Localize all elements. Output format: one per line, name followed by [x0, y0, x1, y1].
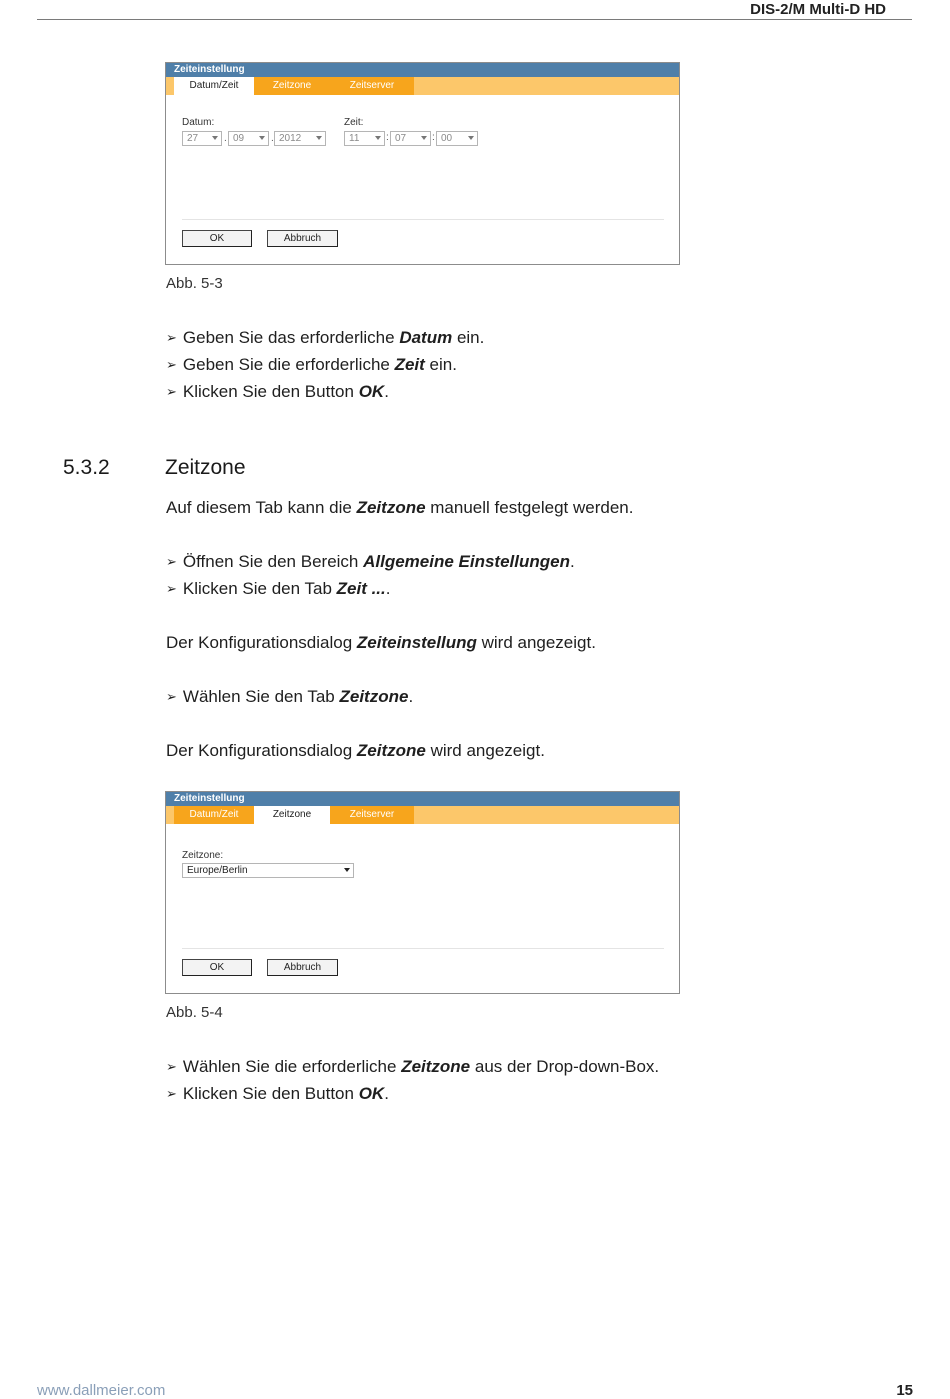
instruction-step [166, 328, 484, 348]
arrow-bullet-icon: ➢ [166, 581, 177, 596]
year-select[interactable] [274, 131, 326, 146]
arrow-bullet-icon: ➢ [166, 1086, 177, 1101]
step-emphasis: Allgemeine Einstellungen [363, 552, 570, 571]
timezone-value: Europe/Berlin [187, 865, 248, 876]
instruction-step [166, 355, 457, 375]
dialog-tab-bar [166, 806, 679, 824]
paragraph-emphasis: Zeitzone [356, 741, 426, 760]
date-separator: . [224, 133, 227, 144]
chevron-down-icon [468, 136, 474, 140]
arrow-bullet-icon: ➢ [166, 384, 177, 399]
tab-datum-zeit[interactable]: Datum/Zeit [174, 77, 254, 95]
dialog-tab-bar [166, 77, 679, 95]
chevron-down-icon [421, 136, 427, 140]
month-select[interactable] [228, 131, 269, 146]
chevron-down-icon [316, 136, 322, 140]
step-text: . [384, 1084, 389, 1103]
dialog-title: Zeiteinstellung [166, 63, 679, 77]
timezone-select[interactable] [182, 863, 354, 878]
chevron-down-icon [212, 136, 218, 140]
tab-zeitserver[interactable]: Zeitserver [330, 806, 414, 824]
step-text: Geben Sie das erforderliche [182, 328, 400, 347]
arrow-bullet-icon: ➢ [166, 330, 177, 345]
dialog-date-time [165, 62, 680, 265]
figure-caption: Abb. 5-4 [166, 1004, 223, 1021]
step-text: . [384, 382, 389, 401]
step-text: ein. [424, 355, 457, 374]
chevron-down-icon [259, 136, 265, 140]
button-divider [182, 948, 664, 949]
step-text: aus der Drop-down-Box. [470, 1057, 660, 1076]
ok-button[interactable]: OK [182, 230, 252, 247]
arrow-bullet-icon: ➢ [166, 554, 177, 569]
day-select[interactable] [182, 131, 222, 146]
step-emphasis: Datum [399, 328, 453, 347]
result-paragraph [166, 741, 545, 761]
step-text: Wählen Sie den Tab [182, 687, 340, 706]
document-title: DIS-2/M Multi-D HD [750, 1, 886, 18]
hour-select[interactable] [344, 131, 385, 146]
step-emphasis: Zeitzone [401, 1057, 471, 1076]
step-emphasis: Zeit ... [336, 579, 386, 598]
arrow-bullet-icon: ➢ [166, 1059, 177, 1074]
time-separator: : [432, 132, 435, 143]
year-value: 2012 [279, 133, 302, 144]
step-text: Wählen Sie die erforderliche [182, 1057, 402, 1076]
section-title: Zeitzone [165, 456, 246, 479]
result-paragraph [166, 633, 596, 653]
instruction-step [166, 579, 391, 599]
second-select[interactable] [436, 131, 478, 146]
paragraph-text: wird angezeigt. [476, 633, 596, 652]
step-text: . [385, 579, 391, 598]
tab-zeitserver[interactable]: Zeitserver [330, 77, 414, 95]
intro-paragraph [166, 498, 633, 518]
month-value: 09 [233, 133, 245, 144]
cancel-button[interactable]: Abbruch [267, 959, 338, 976]
minute-select[interactable] [390, 131, 431, 146]
hour-value: 11 [349, 133, 360, 144]
paragraph-emphasis: Zeiteinstellung [356, 633, 477, 652]
chevron-down-icon [375, 136, 381, 140]
footer-website-link[interactable]: www.dallmeier.com [37, 1382, 166, 1399]
step-text: Klicken Sie den Tab [182, 579, 337, 598]
second-value: 00 [441, 133, 453, 144]
step-emphasis: OK [358, 1084, 385, 1103]
date-separator: . [271, 133, 274, 144]
instruction-step [166, 1084, 389, 1104]
instruction-step [166, 552, 575, 572]
arrow-bullet-icon: ➢ [166, 689, 177, 704]
page-number: 15 [896, 1382, 913, 1399]
time-separator: : [386, 132, 389, 143]
step-text: . [569, 552, 575, 571]
paragraph-text: Der Konfigurationsdialog [166, 633, 357, 652]
arrow-bullet-icon: ➢ [166, 357, 177, 372]
step-text: Öffnen Sie den Bereich [182, 552, 364, 571]
timezone-label: Zeitzone: [182, 850, 224, 861]
date-label: Datum: [182, 117, 215, 128]
header-divider [37, 19, 912, 20]
button-divider [182, 219, 664, 220]
tab-zeitzone[interactable]: Zeitzone [254, 77, 330, 95]
ok-button[interactable]: OK [182, 959, 252, 976]
time-label: Zeit: [344, 117, 364, 128]
tab-zeitzone[interactable]: Zeitzone [254, 806, 330, 824]
instruction-step [166, 382, 389, 402]
dialog-timezone [165, 791, 680, 994]
step-text: . [408, 687, 414, 706]
cancel-button[interactable]: Abbruch [267, 230, 338, 247]
step-emphasis: Zeitzone [339, 687, 409, 706]
step-text: Geben Sie die erforderliche [182, 355, 395, 374]
section-number: 5.3.2 [63, 456, 110, 479]
step-text: Klicken Sie den Button [182, 382, 359, 401]
day-value: 27 [187, 133, 199, 144]
paragraph-emphasis: Zeitzone [356, 498, 426, 517]
tab-datum-zeit[interactable]: Datum/Zeit [174, 806, 254, 824]
paragraph-text: Auf diesem Tab kann die [166, 498, 357, 517]
minute-value: 07 [395, 133, 407, 144]
dialog-title: Zeiteinstellung [166, 792, 679, 806]
step-text: Klicken Sie den Button [182, 1084, 359, 1103]
paragraph-text: Der Konfigurationsdialog [166, 741, 357, 760]
paragraph-text: wird angezeigt. [425, 741, 545, 760]
chevron-down-icon [344, 868, 350, 872]
step-text: ein. [452, 328, 485, 347]
step-emphasis: Zeit [394, 355, 425, 374]
paragraph-text: manuell festgelegt werden. [425, 498, 634, 517]
instruction-step [166, 1057, 659, 1077]
instruction-step [166, 687, 413, 707]
step-emphasis: OK [358, 382, 385, 401]
figure-caption: Abb. 5-3 [166, 275, 223, 292]
